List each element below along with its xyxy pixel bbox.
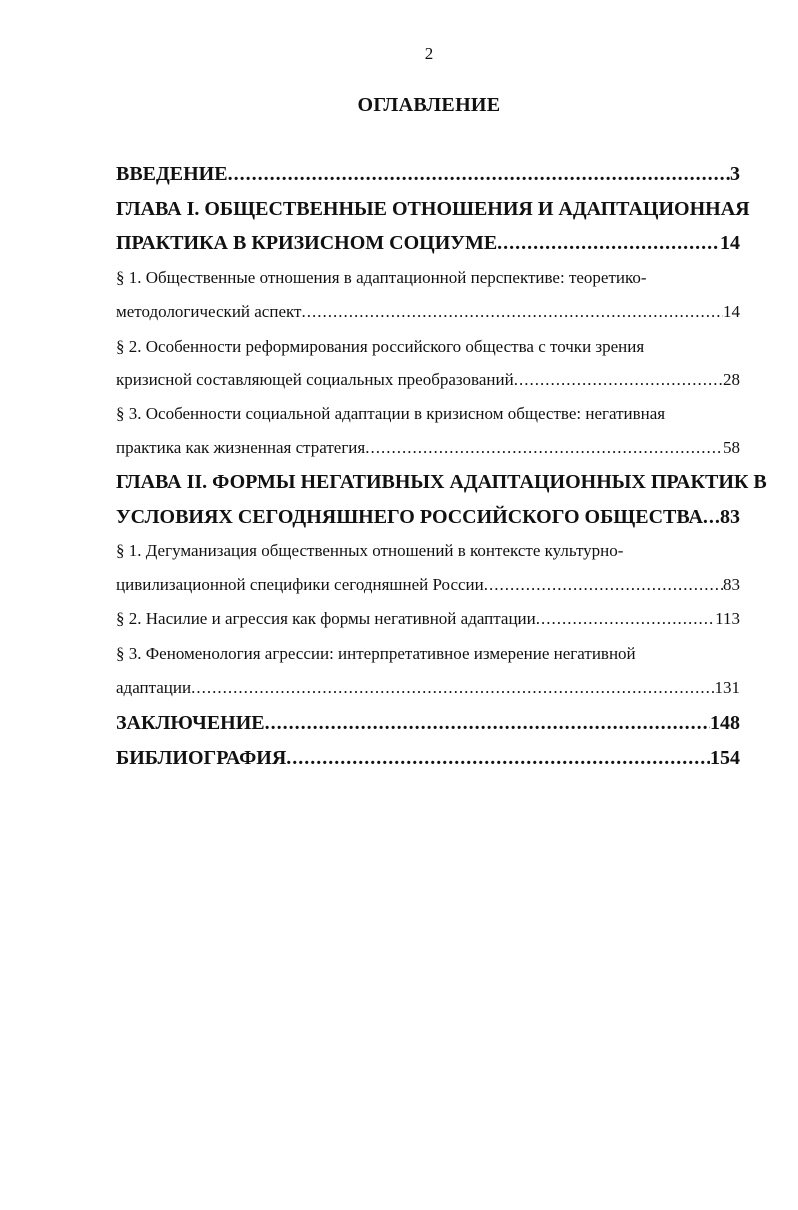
toc-entry-section-1-2 [116, 370, 740, 390]
toc-entry-page: 154 [710, 747, 740, 769]
toc-entry-section-1-2-line1 [116, 337, 740, 357]
toc-entry-introduction [116, 163, 740, 186]
toc-entry-text: УСЛОВИЯХ СЕГОДНЯШНЕГО РОССИЙСКОГО ОБЩЕСТВА [116, 506, 703, 528]
toc-entry-page: 14 [723, 302, 740, 321]
toc-entry-text: БИБЛИОГРАФИЯ [116, 747, 287, 769]
toc-entry-chapter-1-line1 [116, 198, 750, 221]
toc-entry-section-1-3 [116, 438, 740, 458]
leader-dots [286, 747, 710, 770]
page-title: ОГЛАВЛЕНИЕ [357, 94, 501, 116]
toc-entry-page: 28 [723, 370, 740, 389]
toc-entry-chapter-2-line1 [116, 471, 767, 494]
toc-entry-section-2-2 [116, 609, 740, 629]
toc-entry-page: 113 [715, 609, 740, 628]
leader-dots [484, 575, 723, 595]
toc-entry-section-1-1 [116, 302, 740, 322]
toc-entry-text: § 2. Насилие и агрессия как формы негативной адаптации [116, 609, 536, 628]
toc-entry-text: практика как жизненная стратегия [116, 438, 366, 457]
toc-entry-page: 131 [714, 678, 740, 697]
toc-entry-section-2-3 [116, 678, 740, 698]
leader-dots [497, 232, 720, 255]
toc-entry-page: 83 [723, 575, 740, 594]
toc-entry-chapter-1 [116, 232, 740, 255]
leader-dots [365, 438, 723, 458]
toc-entry-bibliography [116, 747, 740, 770]
toc-entry-page: 148 [710, 712, 740, 734]
toc-entry-page: 3 [730, 163, 740, 185]
leader-dots [301, 302, 723, 322]
toc-entry-text: § 1. Дегуманизация общественных отношений в контексте культурно- [116, 541, 624, 560]
toc-entry-text: адаптации [116, 678, 192, 697]
toc-entry-text: ГЛАВА I. ОБЩЕСТВЕННЫЕ ОТНОШЕНИЯ И АДАПТАЦИОННАЯ [116, 198, 750, 220]
toc-entry-section-1-1-line1 [116, 268, 740, 288]
toc-entry-text: § 2. Особенности реформирования российского общества с точки зрения [116, 337, 645, 356]
toc-entry-page: 58 [723, 438, 740, 457]
leader-dots [703, 506, 720, 529]
toc-entry-text: ВВЕДЕНИЕ [116, 163, 228, 185]
toc-entry-section-2-1-line1 [116, 541, 740, 561]
toc-entry-text: методологический аспект [116, 302, 302, 321]
toc-entry-section-1-3-line1 [116, 404, 740, 424]
toc-entry-text: кризисной составляющей социальных преобразований [116, 370, 514, 389]
toc-entry-conclusion [116, 712, 740, 735]
toc-entry-text: ПРАКТИКА В КРИЗИСНОМ СОЦИУМЕ [116, 232, 498, 254]
toc-entry-text: § 1. Общественные отношения в адаптационной перспективе: теоретико- [116, 268, 647, 287]
toc-entry-text: ЗАКЛЮЧЕНИЕ [116, 712, 265, 734]
toc-entry-text: цивилизационной специфики сегодняшней России [116, 575, 484, 594]
toc-entry-section-2-3-line1 [116, 644, 740, 664]
toc-entry-chapter-2 [116, 506, 740, 529]
toc-entry-page: 83 [720, 506, 740, 528]
toc-entry-text: § 3. Феноменология агрессии: интерпретативное измерение негативной [116, 644, 636, 663]
leader-dots [536, 609, 715, 629]
toc-entry-text: § 3. Особенности социальной адаптации в кризисном обществе: негативная [116, 404, 666, 423]
leader-dots [265, 712, 710, 735]
leader-dots [191, 678, 714, 698]
toc-entry-text: ГЛАВА II. ФОРМЫ НЕГАТИВНЫХ АДАПТАЦИОННЫХ ПРАКТИК В [116, 471, 767, 493]
page-number: 2 [424, 44, 434, 63]
leader-dots [514, 370, 723, 390]
toc-entry-page: 14 [720, 232, 740, 254]
leader-dots [228, 163, 730, 186]
toc-entry-section-2-1 [116, 575, 740, 595]
